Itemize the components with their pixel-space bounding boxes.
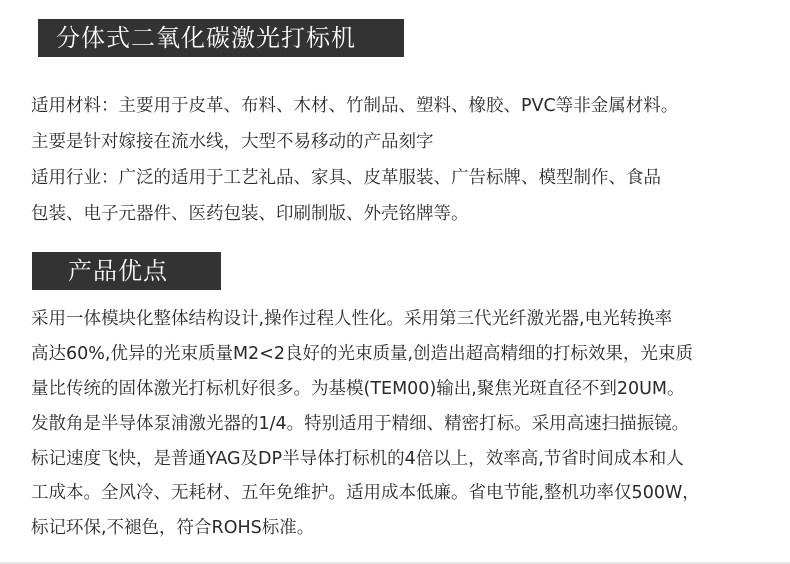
section-title-product-name [38, 19, 404, 57]
section-title-advantages [32, 252, 221, 290]
text-line: 高达60%,优异的光束质量M2<2良好的光束质量,创造出超高精细的打标效果，光束质 [31, 343, 694, 364]
text-line: 工成本。全风冷、无耗材、五年免维护。适用成本低廉。省电节能,整机功率仅500W， [31, 483, 700, 504]
text-line: 标记速度飞快，是普通YAG及DP半导体打标机的4倍以上，效率高,节省时间成本和人 [31, 448, 684, 469]
text-line: 量比传统的固体激光打标机好很多。为基模(TEM00)输出,聚焦光斑直径不到20UM。 [31, 378, 685, 399]
text-line: 采用一体模块化整体结构设计,操作过程人性化。采用第三代光纤激光器,电光转换率 [31, 309, 673, 329]
text-line: 发散角是半导体泵浦激光器的1/4。特别适用于精细、精密打标。采用高速扫描振镜。 [31, 413, 690, 434]
application-description [31, 88, 790, 232]
advantages-description [31, 302, 790, 546]
text-line-applicable-industries: 适用行业：广泛的适用于工艺礼品、家具、皮革服装、广告标牌、模型制作、食品 [31, 168, 661, 188]
section-title-product-name-text: 分体式二氧化碳激光打标机 [56, 24, 356, 52]
text-line-industries-continued: 包装、电子元器件、医药包装、印刷制版、外壳铭牌等。 [31, 204, 469, 224]
text-line-assembly-line-use: 主要是针对嫁接在流水线，大型不易移动的产品刻字 [31, 132, 434, 152]
text-line: 标记环保,不褪色，符合ROHS标准。 [31, 518, 315, 539]
section-title-advantages-text: 产品优点 [68, 257, 168, 285]
text-line-applicable-materials: 适用材料：主要用于皮革、布料、木材、竹制品、塑料、橡胶、PVC等非金属材料。 [31, 96, 679, 116]
